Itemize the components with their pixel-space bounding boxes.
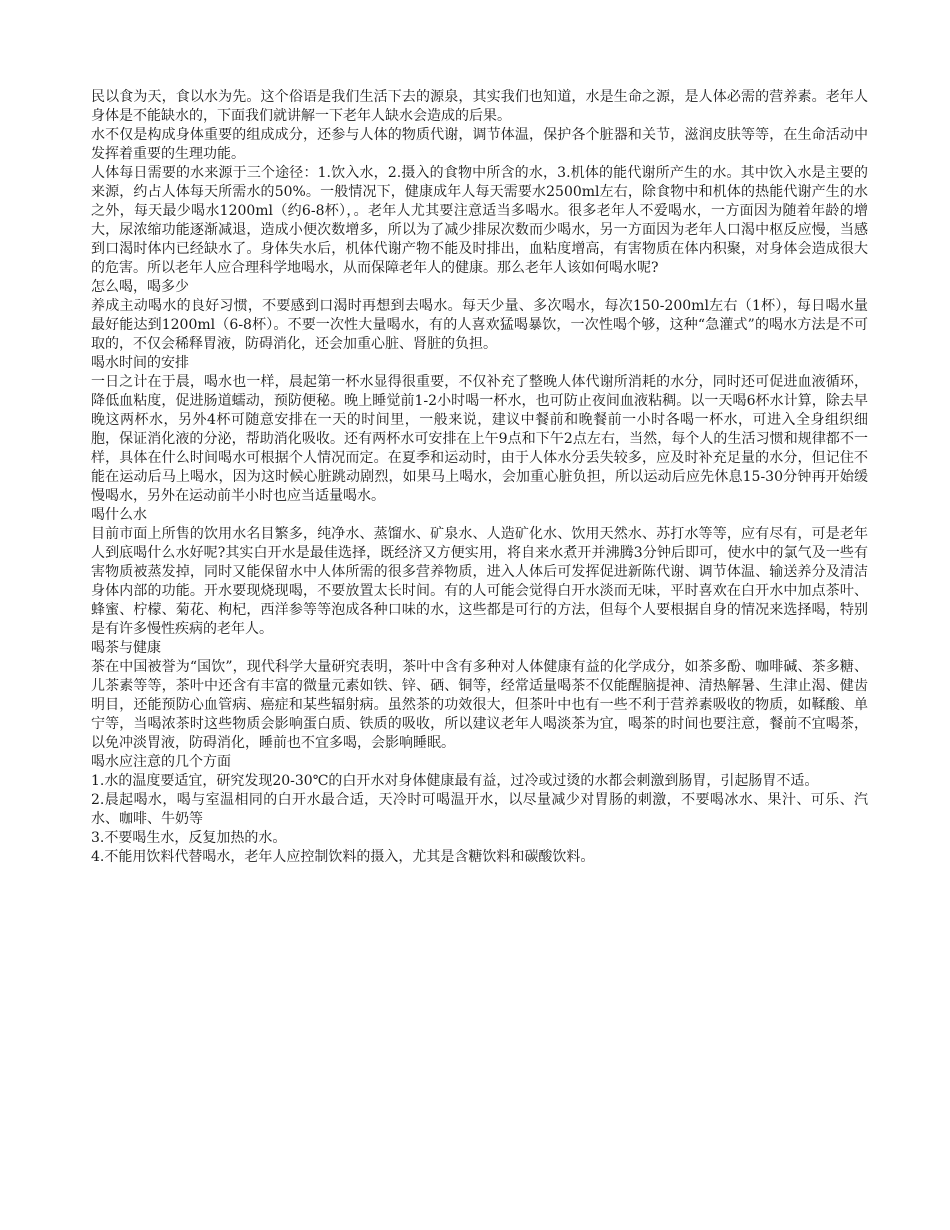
section-heading-notes: 喝水应注意的几个方面 <box>91 754 231 770</box>
intro-paragraph-3: 人体每日需要的水来源于三个途径：1.饮入水，2.摄入的食物中所含的水，3.机体的能代谢所产生的水。其中饮入水是主要的来源，约占人体每天所需水的50%。一般情况下，健康成年人每天需要水2500ml左右，除食物中和机体的热能代谢产生的水之外，每天最少喝水1200ml（约6-8杯），。老年人尤其要注意适当多喝水。很多老年人不爱喝水，一方面因为随着年龄的增大，尿浓缩功能逐渐减退，造成小便次数增多，所以为了减少排尿次数而少喝水，另一方面因为老年人口渴中枢反应慢，当感到口渴时体内已经缺水了。身体失水后，机体代谢产物不能及时排出，血粘度增高，有害物质在体内积聚，对身体会造成很大的危害。所以老年人应合理科学地喝水，从而保障老年人的健康。那么老年人该如何喝水呢? <box>91 165 868 276</box>
section-body-what: 目前市面上所售的饮用水名目繁多，纯净水、蒸馏水、矿泉水、人造矿化水、饮用天然水、苏打水等等，应有尽有，可是老年人到底喝什么水好呢?其实白开水是最佳选择，既经济又方便实用，将自来水煮开并沸腾3分钟后即可，使水中的氯气及一些有害物质被蒸发掉，同时又能保留水中人体所需的很多营养物质，进入人体后可发挥促进新陈代谢、调节体温、输送养分及清洁身体内部的功能。开水要现烧现喝，不要放置太长时间。有的人可能会觉得白开水淡而无味，平时喜欢在白开水中加点茶叶、蜂蜜、柠檬、菊花、枸杞，西洋参等等泡成各种口味的水，这些都是可行的方法，但每个人要根据自身的情况来选择喝，特别是有许多慢性疾病的老年人。 <box>91 526 868 637</box>
note-item-1: 1.水的温度要适宜，研究发现20-30℃的白开水对身体健康最有益，过冷或过烫的水都会刺激到肠胃，引起肠胃不适。 <box>91 773 819 789</box>
section-heading-timing: 喝水时间的安排 <box>91 355 189 371</box>
note-item-2: 2.晨起喝水，喝与室温相同的白开水最合适，天冷时可喝温开水，以尽量减少对胃肠的刺激，不要喝冰水、果汁、可乐、汽水、咖啡、牛奶等 <box>91 792 868 827</box>
section-heading-what: 喝什么水 <box>91 507 147 523</box>
section-heading-how-much: 怎么喝，喝多少 <box>91 279 189 295</box>
section-body-how-much: 养成主动喝水的良好习惯，不要感到口渴时再想到去喝水。每天少量、多次喝水，每次150-200ml左右（1杯），每日喝水量最好能达到1200ml（6-8杯）。不要一次性大量喝水，有的人喜欢猛喝暴饮，一次性喝个够，这种“急灌式”的喝水方法是不可取的，不仅会稀释胃液，防碍消化，还会加重心脏、肾脏的负担。 <box>91 298 868 352</box>
section-heading-tea: 喝茶与健康 <box>91 640 161 656</box>
section-body-timing: 一日之计在于晨，喝水也一样，晨起第一杯水显得很重要，不仅补充了整晚人体代谢所消耗的水分，同时还可促进血液循环，降低血粘度，促进肠道蠕动，预防便秘。晚上睡觉前1-2小时喝一杯水，也可防止夜间血液粘稠。以一天喝6杯水计算，除去早晚这两杯水，另外4杯可随意安排在一天的时间里，一般来说，建议中餐前和晚餐前一小时各喝一杯水，可进入全身组织细胞，保证消化液的分泌，帮助消化吸收。还有两杯水可安排在上午9点和下午2点左右，当然，每个人的生活习惯和规律都不一样，具体在什么时间喝水可根据个人情况而定。在夏季和运动时，由于人体水分丢失较多，应及时补充足量的水分，但记住不能在运动后马上喝水，因为这时候心脏跳动剧烈，如果马上喝水，会加重心脏负担，所以运动后应先休息15-30分钟再开始缓慢喝水，另外在运动前半小时也应当适量喝水。 <box>91 374 868 504</box>
note-item-3: 3.不要喝生水，反复加热的水。 <box>91 830 287 846</box>
intro-paragraph-2: 水不仅是构成身体重要的组成成分，还参与人体的物质代谢，调节体温，保护各个脏器和关节，滋润皮肤等等，在生命活动中发挥着重要的生理功能。 <box>91 127 868 162</box>
section-body-tea: 茶在中国被誉为“国饮”，现代科学大量研究表明，茶叶中含有多种对人体健康有益的化学成分，如茶多酚、咖啡碱、茶多糖、儿茶素等等，茶叶中还含有丰富的微量元素如铁、锌、硒、铜等，经常适量喝茶不仅能醒脑提神、清热解暑、生津止渴、健齿明目，还能预防心血管病、癌症和某些辐射病。虽然茶的功效很大，但茶叶中也有一些不利于营养素吸收的物质，如鞣酸、单宁等，当喝浓茶时这些物质会影响蛋白质、铁质的吸收，所以建议老年人喝淡茶为宜，喝茶的时间也要注意，餐前不宜喝茶，以免冲淡胃液，防碍消化，睡前也不宜多喝，会影响睡眠。 <box>91 659 868 751</box>
intro-paragraph-1: 民以食为天，食以水为先。这个俗语是我们生活下去的源泉，其实我们也知道，水是生命之源，是人体必需的营养素。老年人身体是不能缺水的，下面我们就讲解一下老年人缺水会造成的后果。 <box>91 89 868 124</box>
note-item-4: 4.不能用饮料代替喝水，老年人应控制饮料的摄入，尤其是含糖饮料和碳酸饮料。 <box>91 849 595 865</box>
